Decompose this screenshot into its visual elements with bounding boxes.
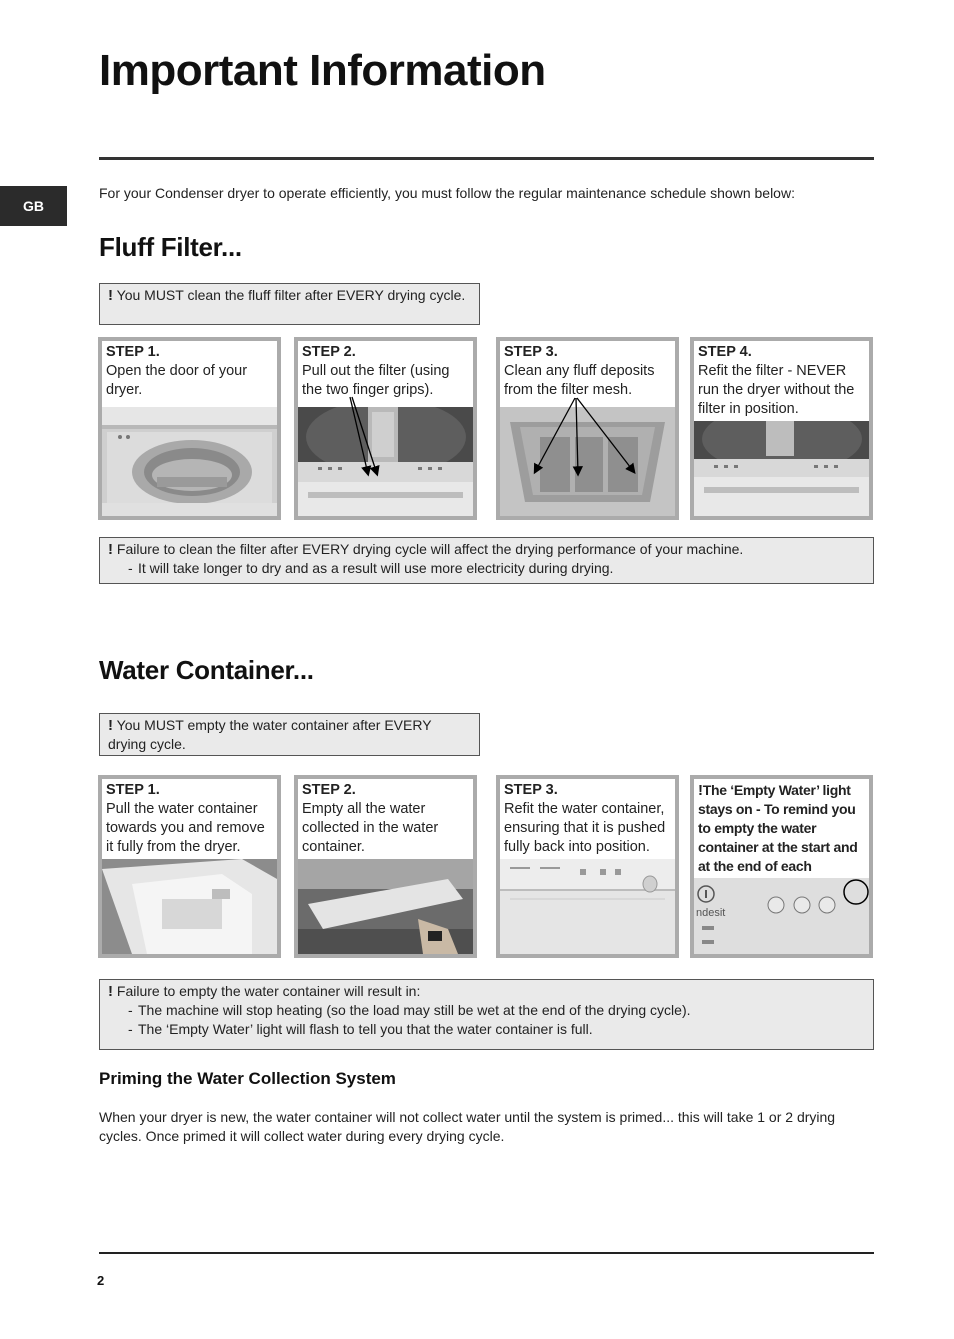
water-step-1-label: STEP 1.: [106, 782, 160, 798]
list-item: - The machine will stop heating (so the load may still be wet at the end of the drying cycle).: [108, 1001, 865, 1020]
control-panel-photo: [694, 878, 869, 954]
exclamation-icon: !: [108, 717, 113, 734]
page-title: Important Information: [99, 46, 546, 95]
fluff-step-4-text: Refit the filter - NEVER run the dryer without the filter in position.: [698, 363, 855, 417]
water-step-3-label: STEP 3.: [504, 782, 558, 798]
water-must-note: [99, 713, 480, 756]
fluff-warning-note: [99, 537, 874, 584]
list-item: - The ‘Empty Water’ light will flash to tell you that the water container is full.: [108, 1020, 865, 1039]
annotation-arrows: [0, 0, 954, 560]
water-step-2-card: [294, 775, 477, 958]
empty-water-reminder-card: [690, 775, 873, 958]
reminder-text-box: [694, 779, 869, 878]
priming-heading: Priming the Water Collection System: [99, 1069, 396, 1088]
fluff-step-1-text: Open the door of your dryer.: [106, 363, 248, 398]
fluff-step-2-label: STEP 2.: [302, 344, 356, 360]
water-step-1-card: [98, 775, 281, 958]
water-container-heading: Water Container...: [99, 655, 314, 685]
water-must-note-text: You MUST empty the water container after EVERY drying cycle.: [108, 717, 432, 752]
arrow-icon: [577, 398, 634, 472]
fluff-step-4-label: STEP 4.: [698, 344, 752, 360]
water-step-3-text: Refit the water container, ensuring that it is pushed fully back into position.: [504, 801, 666, 855]
arrow-icon: [350, 397, 368, 474]
water-step-2-text: Empty all the water collected in the water container.: [302, 801, 439, 855]
exclamation-icon: !: [108, 983, 113, 1000]
water-container-remove-photo: [102, 859, 277, 954]
fluff-warning-list: [108, 559, 865, 578]
water-empty-photo: [298, 859, 473, 954]
water-step-2-text-box: [298, 779, 473, 859]
exclamation-icon: !: [108, 287, 113, 304]
fluff-step-3-label: STEP 3.: [504, 344, 558, 360]
arrow-icon: [535, 398, 575, 472]
language-tab: GB: [0, 186, 67, 226]
exclamation-icon: !: [698, 782, 703, 799]
water-step-1-text-box: [102, 779, 277, 859]
water-warning-list: [108, 1001, 865, 1039]
water-step-2-label: STEP 2.: [302, 782, 356, 798]
list-item: - It will take longer to dry and as a result will use more electricity during drying.: [108, 559, 865, 578]
intro-text: For your Condenser dryer to operate efficiently, you must follow the regular maintenance schedule shown below:: [99, 185, 795, 201]
fluff-step-1-label: STEP 1.: [106, 344, 160, 360]
water-step-3-text-box: [500, 779, 675, 859]
exclamation-icon: !: [108, 541, 113, 558]
water-refit-photo: [500, 859, 675, 954]
water-warning-note: [99, 979, 874, 1050]
arrow-icon: [352, 397, 377, 474]
footer-divider: [99, 1252, 874, 1254]
water-warning-text: Failure to empty the water container will result in:: [116, 983, 421, 999]
page-number: 2: [97, 1273, 105, 1288]
arrow-icon: [576, 398, 578, 474]
water-step-3-card: [496, 775, 679, 958]
fluff-step-2-text: Pull out the filter (using the two finger grips).: [302, 363, 450, 398]
reminder-text: The ‘Empty Water’ light stays on - To remind you to empty the water container at the start and at the end of each: [698, 782, 858, 874]
water-step-1-text: Pull the water container towards you and remove it fully from the dryer.: [106, 801, 265, 855]
priming-text: When your dryer is new, the water container will not collect water until the system is primed... this will take 1 or 2 drying cycles. Once primed it will collect water during every drying cycle.: [99, 1109, 836, 1144]
fluff-warning-text: Failure to clean the filter after EVERY drying cycle will affect the drying performance of your machine.: [116, 541, 744, 557]
fluff-step-3-text: Clean any fluff deposits from the filter mesh.: [504, 363, 655, 398]
fluff-filter-heading: Fluff Filter...: [99, 232, 242, 262]
brand-logo: ndesit: [696, 907, 726, 919]
fluff-must-note-text: You MUST clean the fluff filter after EVERY drying cycle.: [116, 287, 466, 303]
